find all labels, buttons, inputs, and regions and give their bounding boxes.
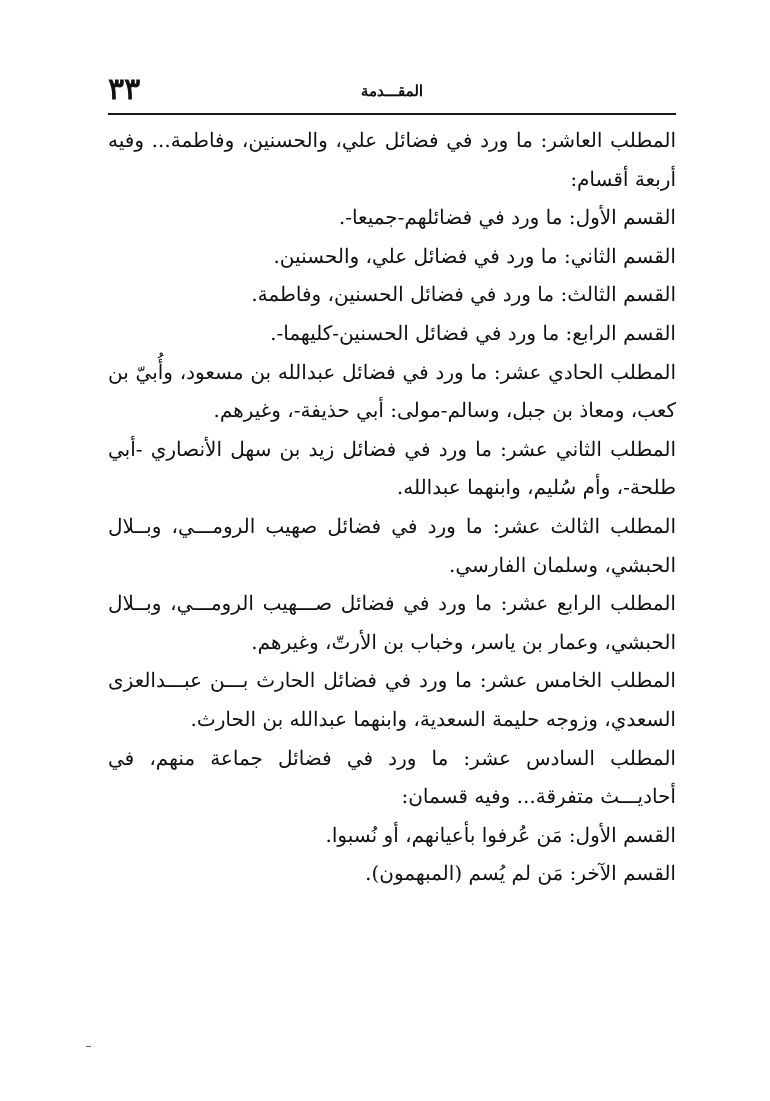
paragraph-part-first: القسم الأول: مَن عُرفوا بأعيانهم، أو نُسبوا.: [325, 822, 676, 847]
paragraph-part-1: القسم الأول: ما ورد في فضائلهم-جميعا-.: [338, 205, 676, 230]
body-text: [108, 121, 676, 893]
paragraph-section-10: المطلب العاشر: ما ورد في فضائل علي، والحسنين، وفاطمة... وفيه أربعة أقسام:: [108, 128, 676, 191]
paragraph-section-13: المطلب الثالث عشر: ما ورد في فضائل صهيب الرومـــي، وبــلال الحبشي، وسلمان الفارسي.: [108, 513, 676, 577]
paragraph-part-3: القسم الثالث: ما ورد في فضائل الحسنين، وفاطمة.: [251, 282, 676, 307]
page-number: ٣٣: [108, 72, 141, 107]
paragraph-section-16: المطلب السادس عشر: ما ورد في فضائل جماعة منهم، في أحاديـــث متفرقة... وفيه قسمان:: [108, 745, 676, 809]
paragraph-part-2: القسم الثاني: ما ورد في فضائل علي، والحسنين.: [273, 243, 676, 268]
paragraph-section-11: المطلب الحادي عشر: ما ورد في فضائل عبدالله بن مسعود، وأُبيّ بن كعب، ومعاذ بن جبل، وسالم-مولى: أبي حذيفة-، وغيرهم.: [108, 359, 676, 423]
paragraph-section-12: المطلب الثاني عشر: ما ورد في فضائل زيد بن سهل الأنصاري -أبي طلحة-، وأم سُليم، وابنهما عبدالله.: [108, 436, 676, 500]
running-title: المقـــدمة: [360, 82, 424, 100]
paragraph-part-last: القسم الآخر: مَن لم يُسم (المبهمون).: [365, 861, 676, 886]
header-rule: [108, 113, 676, 115]
paragraph-section-14: المطلب الرابع عشر: ما ورد في فضائل صـــهيب الرومـــي، وبــلال الحبشي، وعمار بن ياسر، وخباب بن الأرتّ، وغيرهم.: [108, 591, 676, 654]
scan-mark: [86, 1046, 91, 1047]
paragraph-part-4: القسم الرابع: ما ورد في فضائل الحسنين-كليهما-.: [270, 320, 676, 345]
page-header: [108, 72, 676, 112]
paragraph-section-15: المطلب الخامس عشر: ما ورد في فضائل الحارث بـــن عبـــدالعزى السعدي، وزوجه حليمة السعدية، وابنهما عبدالله بن الحارث.: [108, 668, 676, 731]
